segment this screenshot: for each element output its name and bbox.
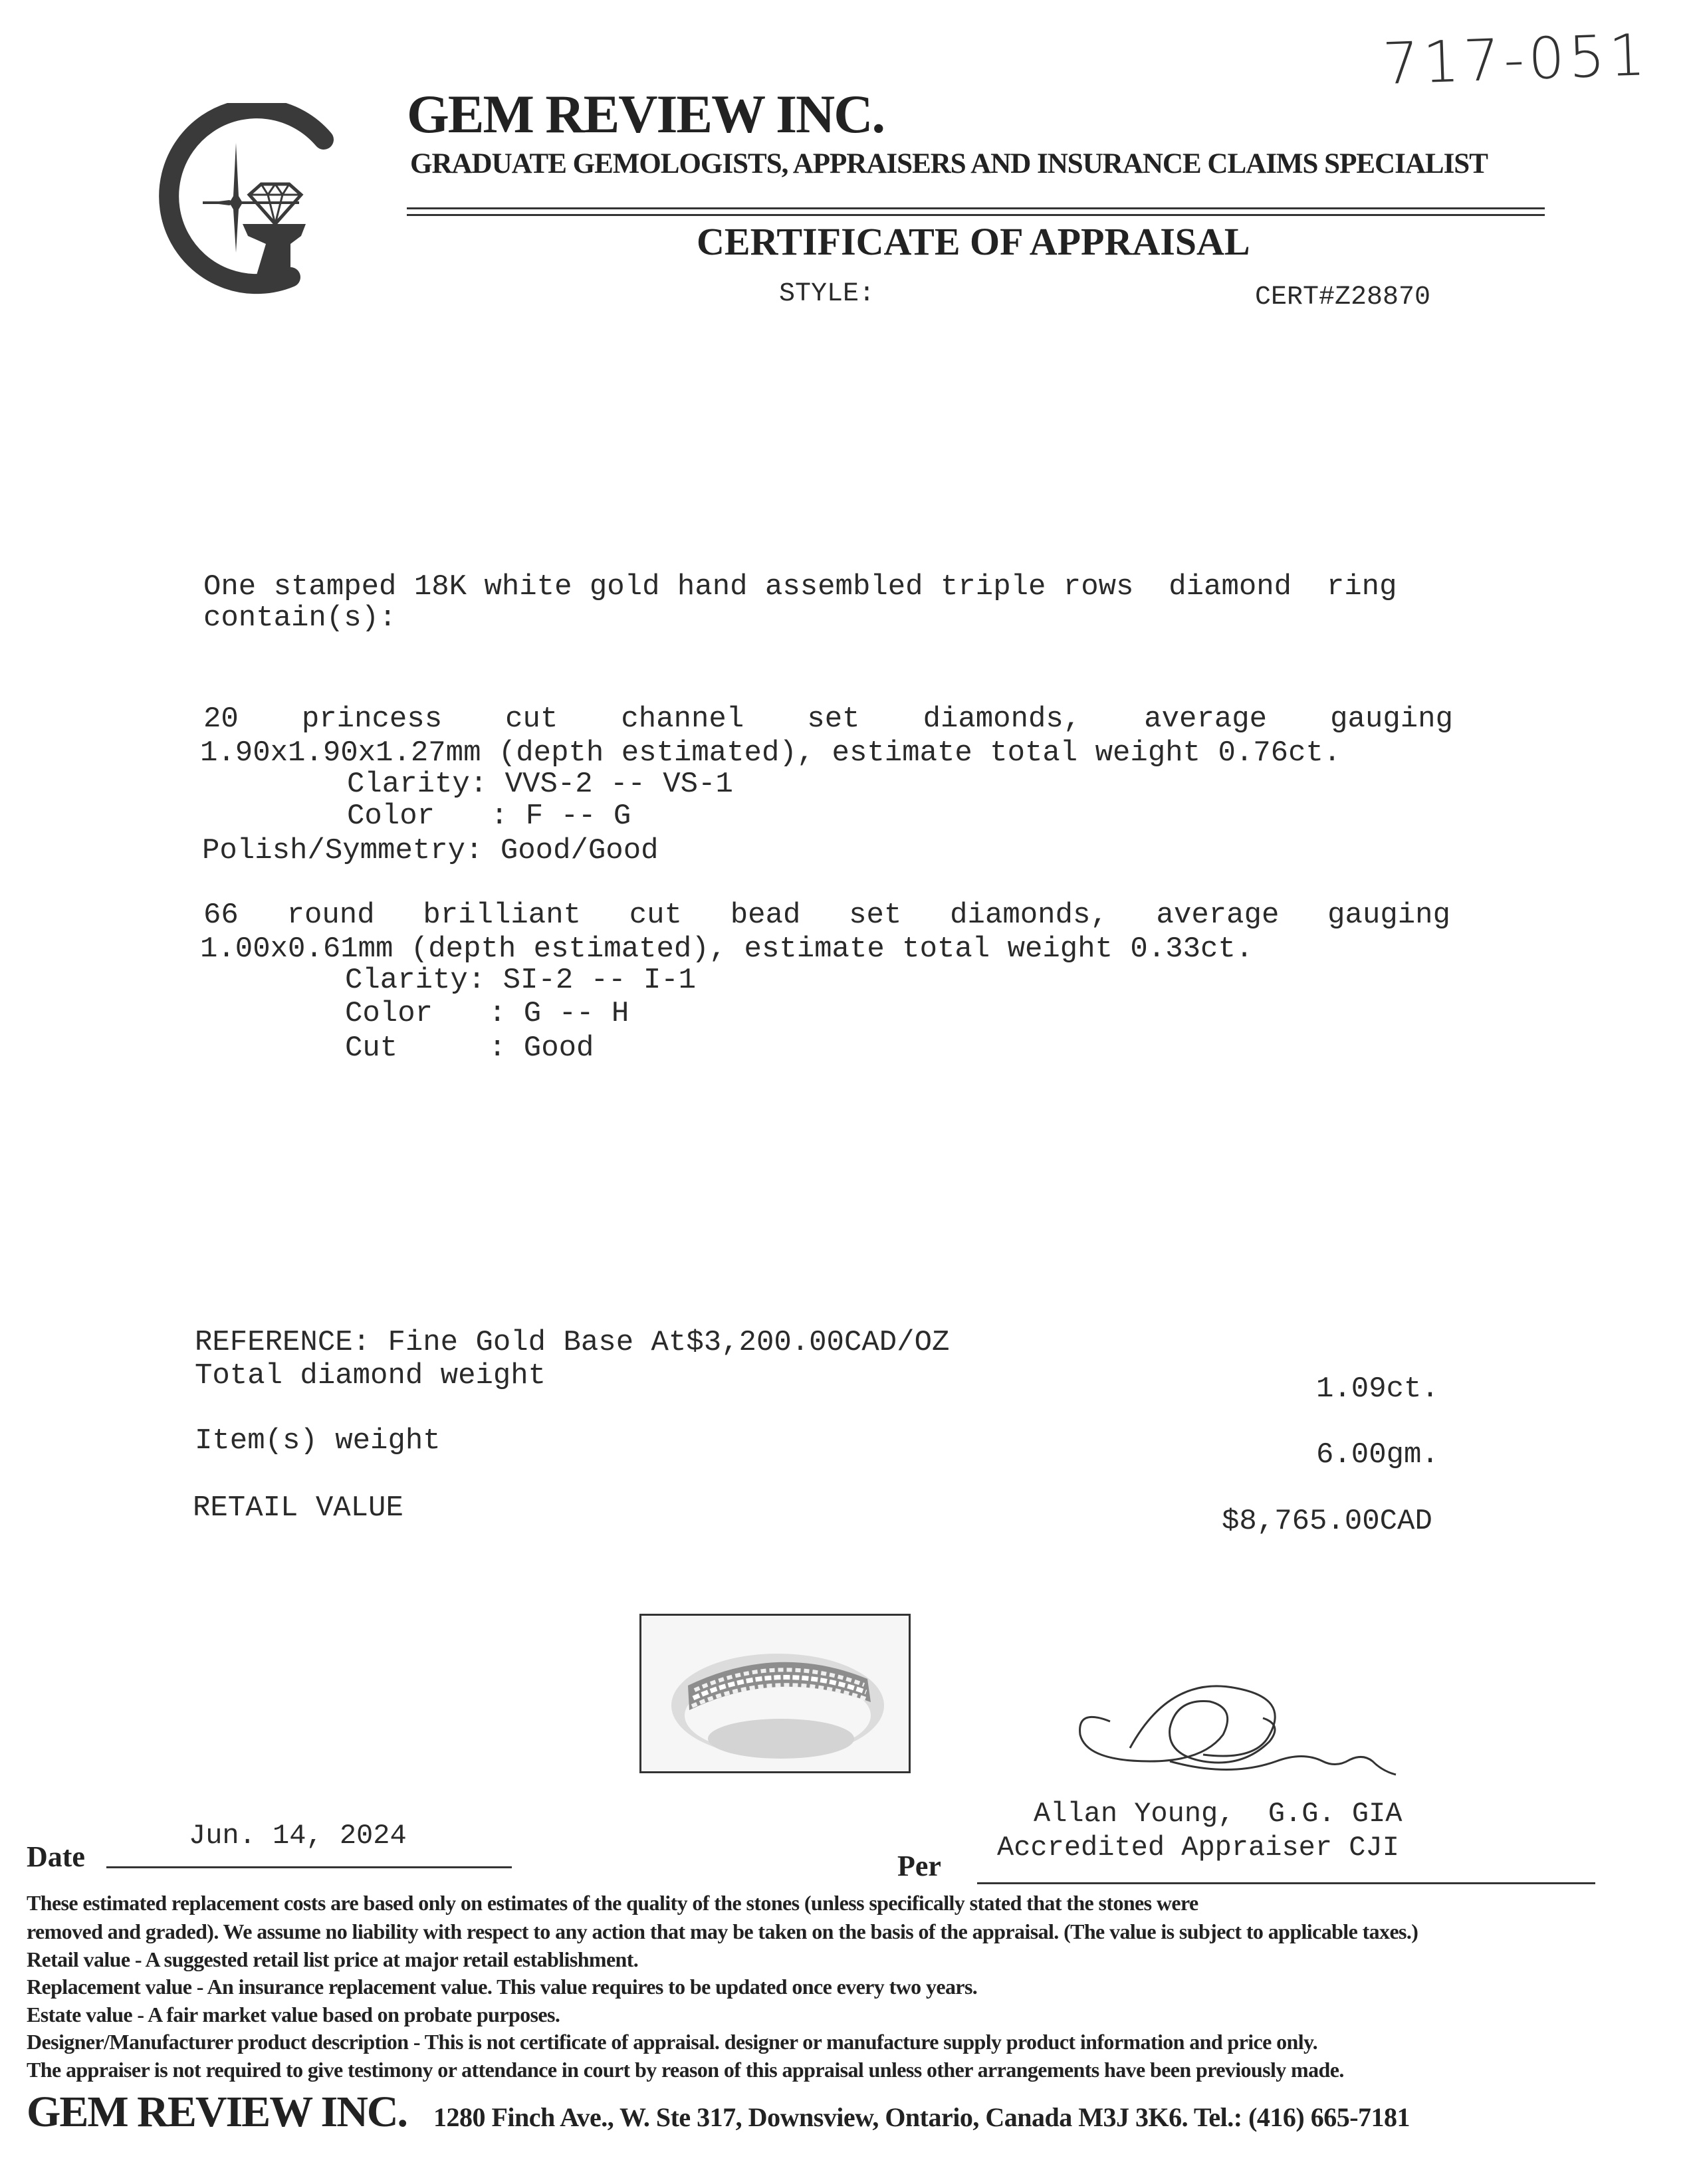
word: average: [1144, 703, 1268, 736]
item-weight-value: 6.00gm.: [1316, 1438, 1439, 1472]
certificate-title: CERTIFICATE OF APPRAISAL: [697, 220, 1250, 263]
header-divider: [407, 207, 1545, 209]
date-label: Date: [27, 1840, 85, 1873]
color-value: : F -- G: [491, 800, 631, 833]
appraiser-credential: Accredited Appraiser CJI: [997, 1832, 1399, 1864]
word: gauging: [1327, 899, 1450, 932]
color-key: Color: [345, 997, 433, 1030]
word: princess: [301, 703, 443, 736]
disclaimer-line: Estate value - A fair market value based on probate purposes.: [27, 2003, 560, 2026]
date-underline: [106, 1866, 512, 1868]
word: cut: [629, 899, 682, 932]
round-clarity: [345, 964, 696, 997]
princess-polish-symmetry: [202, 834, 659, 867]
company-tagline: GRADUATE GEMOLOGISTS, APPRAISERS AND INSURANCE CLAIMS SPECIALIST: [410, 148, 1488, 179]
retail-value-amount: $8,765.00CAD: [1222, 1505, 1432, 1538]
polish-value: Good/Good: [500, 834, 659, 867]
certificate-number: CERT#Z28870: [1255, 282, 1431, 312]
disclaimer-line: Retail value - A suggested retail list price at major retail establishment.: [27, 1947, 639, 1971]
disclaimer-line: The appraiser is not required to give testimony or attendance in court by reason of this appraisal unless other arrangements have been previously made.: [27, 2058, 1344, 2082]
word: set: [807, 703, 860, 736]
disclaimer-line: Designer/Manufacturer product description - This is not certificate of appraisal. designer or manufacture supply product information and price only.: [27, 2030, 1318, 2054]
date-value: Jun. 14, 2024: [189, 1820, 407, 1852]
cut-value: : Good: [489, 1032, 594, 1065]
ring-photo-icon: [641, 1616, 909, 1771]
cut-key: Cut: [345, 1032, 398, 1065]
item-description-contains: contain(s):: [203, 601, 397, 635]
item-weight-label: Item(s) weight: [195, 1424, 441, 1458]
word: cut: [505, 703, 558, 736]
handwritten-file-number: 717-051: [1381, 22, 1650, 98]
signature-icon: [1070, 1662, 1416, 1801]
company-name: GEM REVIEW INC.: [407, 84, 884, 144]
style-label: STYLE:: [779, 279, 875, 309]
round-cut: [345, 1032, 594, 1065]
word: brilliant: [423, 899, 582, 932]
disclaimer-line: Replacement value - An insurance replacement value. This value requires to be updated once every two years.: [27, 1975, 978, 1999]
total-diamond-weight-label: Total diamond weight: [195, 1359, 546, 1392]
word: average: [1156, 899, 1280, 932]
round-dimensions: 1.00x0.61mm (depth estimated), estimate total weight 0.33ct.: [200, 932, 1254, 966]
word: 20: [203, 703, 239, 736]
footer-company-name: GEM REVIEW INC.: [27, 2088, 407, 2136]
ring-photo: [639, 1614, 911, 1773]
gold-reference: REFERENCE: Fine Gold Base At$3,200.00CAD/OZ: [195, 1326, 950, 1359]
word: gauging: [1330, 703, 1453, 736]
appraiser-name: Allan Young, G.G. GIA: [1034, 1798, 1403, 1830]
disclaimer-line: These estimated replacement costs are based only on estimates of the quality of the stones (unless specifically stated that the stones were: [27, 1891, 1198, 1915]
signature-underline: [977, 1882, 1595, 1884]
princess-dimensions: 1.90x1.90x1.27mm (depth estimated), estimate total weight 0.76ct.: [200, 736, 1341, 770]
header-divider: [407, 214, 1545, 216]
word: set: [849, 899, 902, 932]
color-key: Color: [347, 800, 435, 833]
gem-review-logo-icon: [150, 103, 349, 302]
clarity-key: Clarity:: [347, 768, 488, 801]
word: diamonds,: [923, 703, 1081, 736]
princess-clarity: [347, 768, 733, 801]
word: 66: [203, 899, 239, 932]
footer-address: 1280 Finch Ave., W. Ste 317, Downsview, Ontario, Canada M3J 3K6. Tel.: (416) 665-7181: [433, 2102, 1410, 2132]
retail-value-label: RETAIL VALUE: [193, 1491, 403, 1525]
princess-color: [347, 800, 631, 833]
word: round: [286, 899, 375, 932]
clarity-value: VVS-2 -- VS-1: [505, 768, 733, 801]
clarity-key: Clarity:: [345, 964, 486, 997]
per-label: Per: [897, 1850, 941, 1882]
item-description: One stamped 18K white gold hand assembled triple rows diamond ring: [203, 570, 1397, 603]
round-diamonds-line: [203, 899, 1450, 932]
round-color: [345, 997, 629, 1030]
polish-key: Polish/Symmetry:: [202, 834, 483, 867]
word: channel: [621, 703, 744, 736]
word: diamonds,: [950, 899, 1108, 932]
color-value: : G -- H: [489, 997, 629, 1030]
word: bead: [730, 899, 801, 932]
total-diamond-weight-value: 1.09ct.: [1316, 1372, 1439, 1406]
princess-diamonds-line: [203, 703, 1453, 736]
clarity-value: SI-2 -- I-1: [503, 964, 697, 997]
disclaimer-line: removed and graded). We assume no liability with respect to any action that may be taken on the basis of the appraisal. (The value is subject to applicable taxes.): [27, 1919, 1418, 1943]
